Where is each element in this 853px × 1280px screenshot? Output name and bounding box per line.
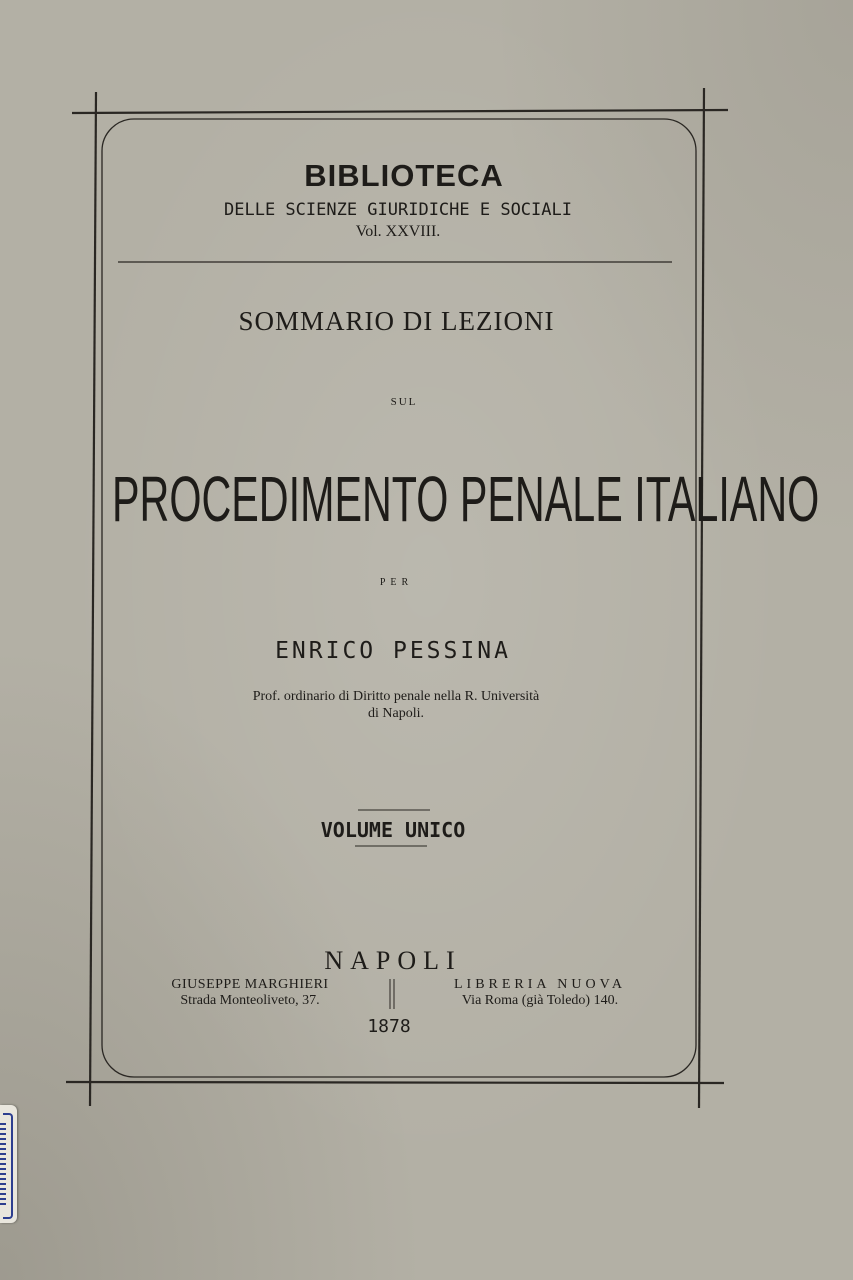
series-title: BIBLIOTECA [304,158,504,193]
series-volume: Vol. XXVIII. [355,223,441,240]
edition-label: VOLUME UNICO [320,818,466,842]
publisher-right-name: LIBRERIA NUOVA [453,977,627,992]
work-prefix: SOMMARIO DI LEZIONI [238,306,555,336]
publisher-left [150,977,350,1009]
publisher-right [420,977,660,1009]
series-subtitle: DELLE SCIENZE GIURIDICHE E SOCIALI [224,200,572,220]
publisher-left-address: Strada Monteoliveto, 37. [180,993,320,1008]
imprint-city: NAPOLI [324,946,462,975]
author-affiliation-line2: di Napoli. [368,706,424,721]
work-title: PROCEDIMENTO PENALE ITALIANO [112,463,820,535]
library-label-icon [0,1105,17,1223]
publisher-right-address: Via Roma (già Toledo) 140. [461,993,619,1008]
author-affiliation-line1: Prof. ordinario di Diritto penale nella R. Università [252,689,540,704]
author-name: ENRICO PESSINA [275,638,511,664]
imprint-year: 1878 [367,1016,411,1037]
work-connector: SUL [390,396,418,408]
work-by: PER [379,577,414,588]
publisher-left-name: GIUSEPPE MARGHIERI [171,977,329,992]
